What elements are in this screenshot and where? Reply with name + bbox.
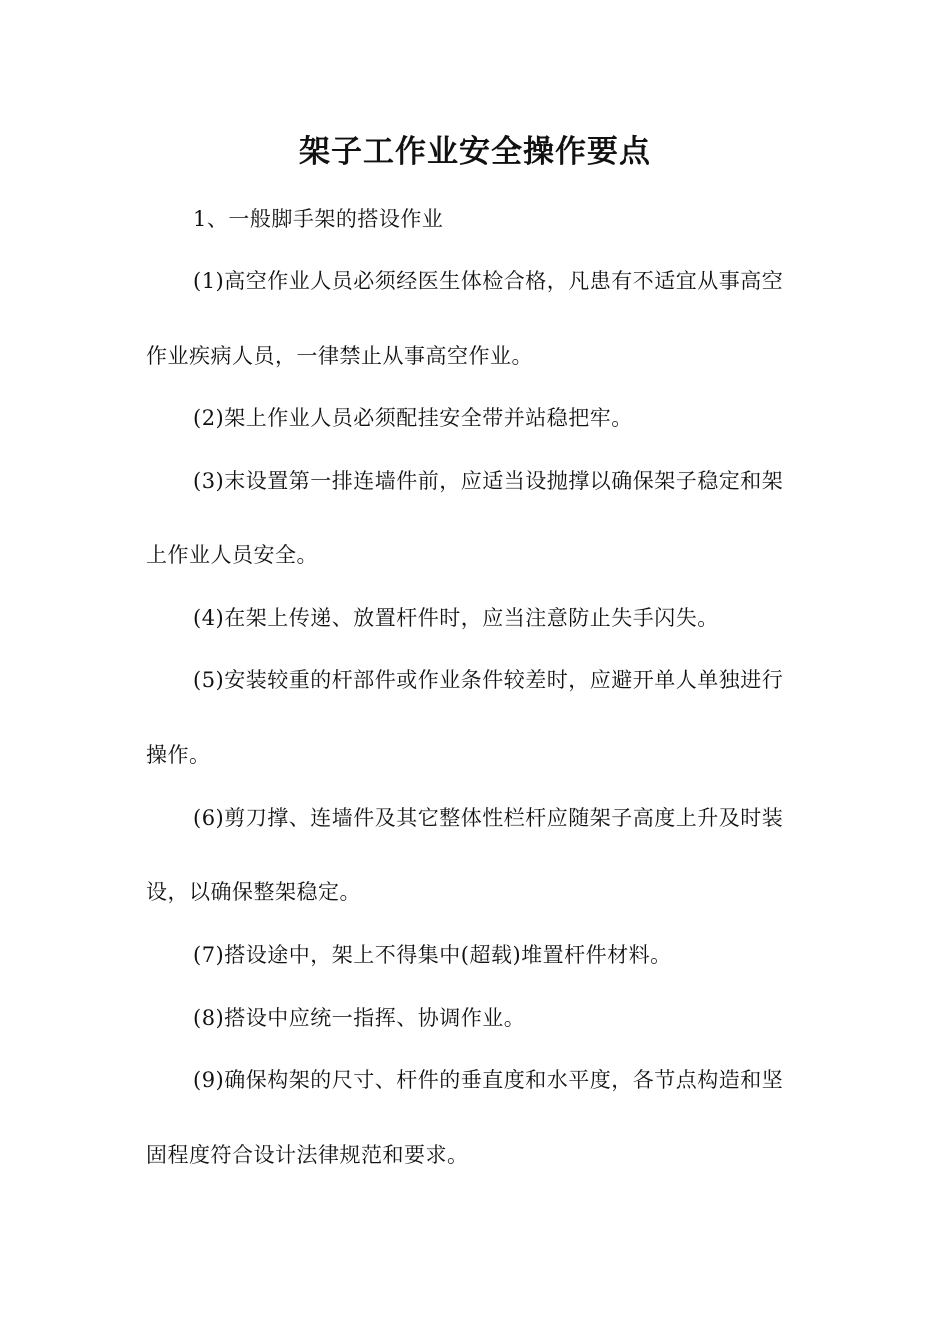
item-8-label: (8): [193, 1006, 225, 1030]
item-9-first-line: [193, 1065, 783, 1095]
item-4-text: 在架上传递、放置杆件时，应当注意防止失手闪失。: [224, 606, 719, 630]
item-1-first-line: [193, 266, 783, 296]
item-4-first-line: [193, 603, 719, 633]
item-7-first-line: [193, 940, 672, 970]
item-6-label: (6): [193, 806, 225, 830]
item-9-label: (9): [193, 1068, 225, 1092]
item-7-label: (7): [193, 943, 225, 967]
item-8-text: 搭设中应统一指挥、协调作业。: [224, 1006, 526, 1030]
item-7-text: 搭设途中，架上不得集中(超载)堆置杆件材料。: [224, 943, 672, 967]
page-title: 架子工作业安全操作要点: [299, 134, 651, 170]
item-5-label: (5): [193, 668, 225, 692]
item-8-first-line: [193, 1003, 525, 1033]
item-6-continuation: 设，以确保整架稳定。: [146, 880, 361, 904]
item-1-label: (1): [193, 269, 225, 293]
item-3-first-line: [193, 466, 783, 496]
item-2-label: (2): [193, 406, 225, 430]
item-5-first-line: [193, 665, 783, 695]
item-3-text: 末设置第一排连墙件前，应适当设抛撑以确保架子稳定和架: [224, 469, 784, 493]
item-5-continuation: 操作。: [146, 743, 211, 767]
item-5-text: 安装较重的杆部件或作业条件较差时，应避开单人单独进行: [224, 668, 784, 692]
item-9-text: 确保构架的尺寸、杆件的垂直度和水平度，各节点构造和坚: [224, 1068, 784, 1092]
item-1-text: 高空作业人员必须经医生体检合格，凡患有不适宜从事高空: [224, 269, 784, 293]
item-2-first-line: [193, 403, 633, 433]
item-4-label: (4): [193, 606, 225, 630]
item-3-label: (3): [193, 469, 225, 493]
item-9-continuation: 固程度符合设计法律规范和要求。: [146, 1143, 469, 1167]
item-3-continuation: 上作业人员安全。: [146, 543, 318, 567]
item-2-text: 架上作业人员必须配挂安全带并站稳把牢。: [224, 406, 633, 430]
item-1-continuation: 作业疾病人员，一律禁止从事高空作业。: [146, 344, 533, 368]
item-6-first-line: [193, 803, 783, 833]
item-6-text: 剪刀撑、连墙件及其它整体性栏杆应随架子高度上升及时装: [224, 806, 784, 830]
section-heading: 1、一般脚手架的搭设作业: [193, 207, 444, 231]
